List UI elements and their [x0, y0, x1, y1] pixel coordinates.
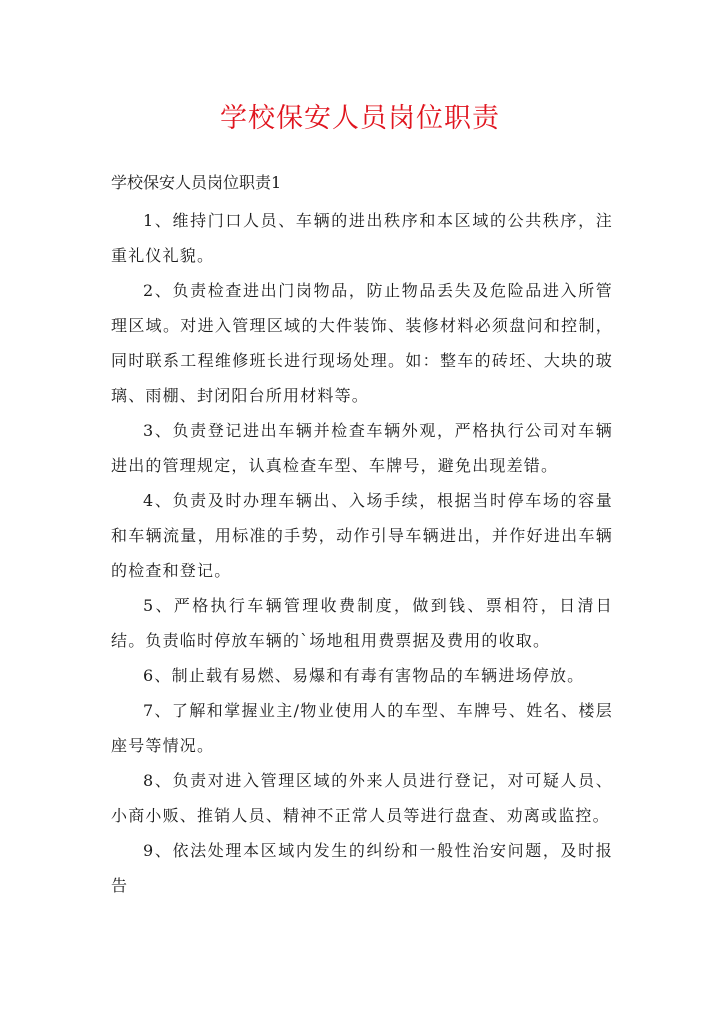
paragraph: 1、维持门口人员、车辆的进出秩序和本区域的公共秩序，注重礼仪礼貌。 [111, 211, 613, 265]
document-body [111, 203, 613, 903]
paragraph: 7、了解和掌握业主/物业使用人的车型、车牌号、姓名、楼层座号等情况。 [111, 701, 613, 755]
paragraph: 2、负责检查进出门岗物品，防止物品丢失及危险品进入所管理区域。对进入管理区域的大件装饰、装修材料必须盘问和控制，同时联系工程维修班长进行现场处理。如：整车的砖坯、大块的玻璃、雨棚、封闭阳台所用材料等。 [111, 281, 613, 405]
paragraph: 5、严格执行车辆管理收费制度，做到钱、票相符，日清日结。负责临时停放车辆的`场地租用费票据及费用的收取。 [111, 596, 613, 650]
document-title: 学校保安人员岗位职责 [220, 103, 500, 134]
paragraph: 3、负责登记进出车辆并检查车辆外观，严格执行公司对车辆进出的管理规定，认真检查车型、车牌号，避免出现差错。 [111, 421, 613, 475]
document-subtitle: 学校保安人员岗位职责1 [111, 173, 282, 192]
paragraph: 8、负责对进入管理区域的外来人员进行登记，对可疑人员、小商小贩、推销人员、精神不正常人员等进行盘查、劝离或监控。 [111, 771, 613, 825]
paragraph: 6、制止载有易燃、易爆和有毒有害物品的车辆进场停放。 [143, 666, 585, 685]
paragraph: 9、依法处理本区域内发生的纠纷和一般性治安问题，及时报告 [111, 841, 613, 895]
paragraph: 4、负责及时办理车辆出、入场手续，根据当时停车场的容量和车辆流量，用标准的手势，动作引导车辆进出，并作好进出车辆的检查和登记。 [111, 491, 613, 580]
